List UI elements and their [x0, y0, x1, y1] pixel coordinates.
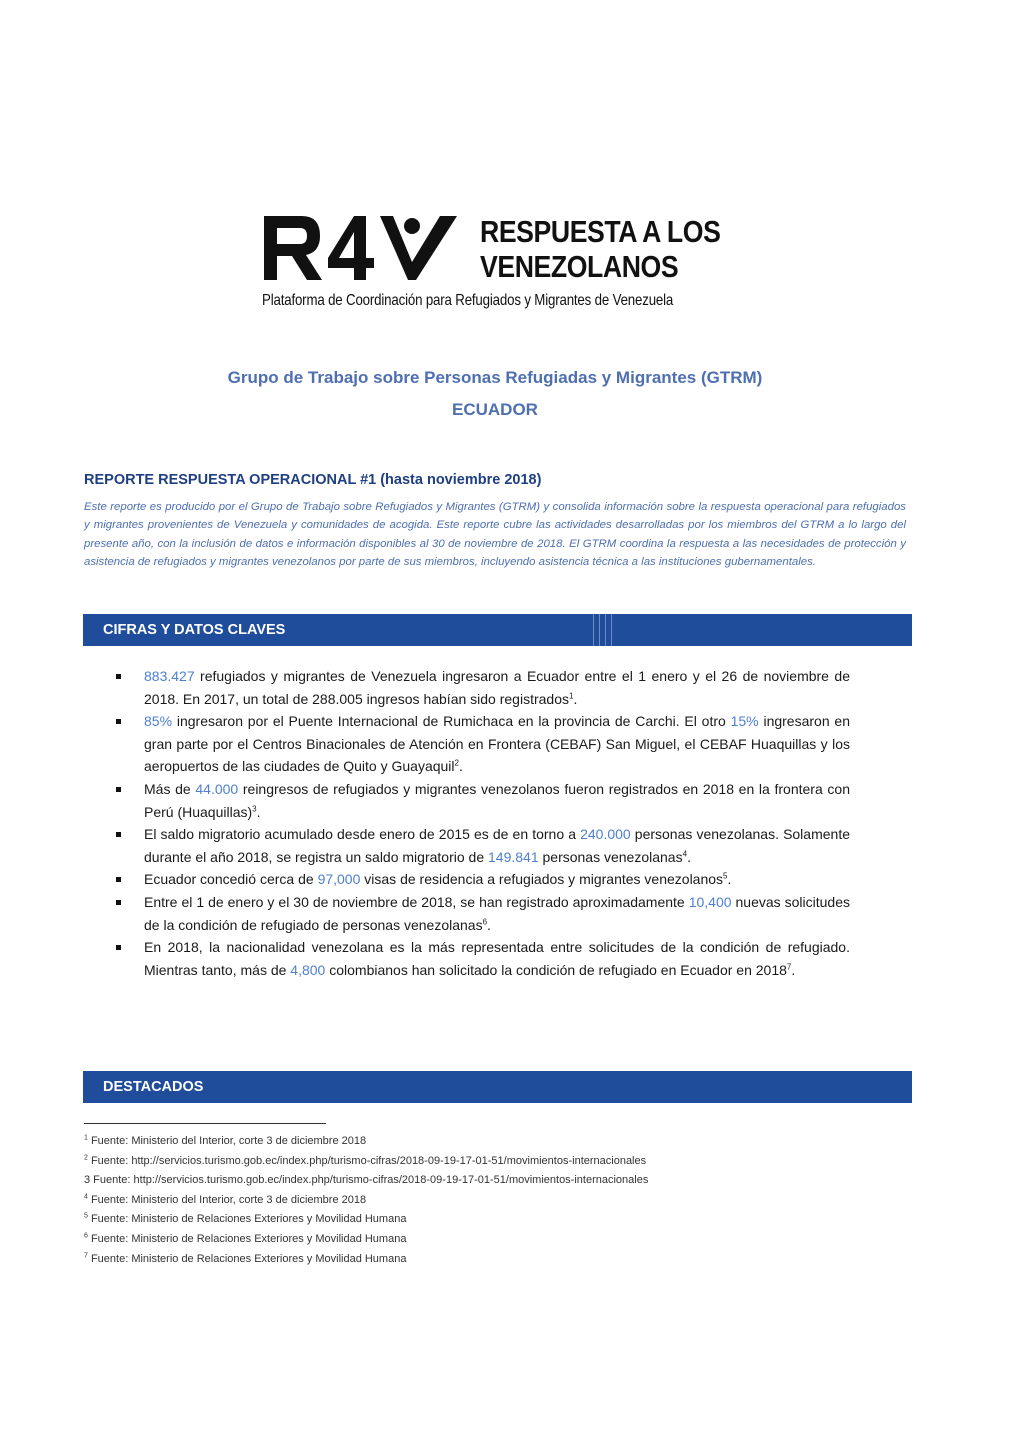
footnote [84, 1171, 844, 1191]
highlight-number: 149.841 [488, 848, 539, 865]
bullet-end: . [458, 758, 463, 775]
bullet-text: El saldo migratorio acumulado desde enero de 2015 es de en torno a [144, 826, 581, 843]
footnote-text: Fuente: Ministerio de Relaciones Exteriores y Movilidad Humana [87, 1252, 407, 1265]
bullet-text: personas venezolanas. Solamente durante el año 2018, se registra un saldo migratorio de [144, 826, 850, 865]
bullet-text: visas de residencia a refugiados y migrantes venezolanos [360, 871, 724, 888]
report-intro: Este reporte es producido por el Grupo de Trabajo sobre Refugiados y Migrantes (GTRM) y consolida información sobre la respuesta operacional para refugiados y migrantes provenientes de Venezuela y comunidades de acogida. Este reporte cubre las actividades desarrolladas por los miembros del GTRM a lo largo del presente año, con la inclusión de datos e información disponibles al 30 de noviembre de 2018. El GTRM coordina la respuesta a las necesidades de protección y asistencia de refugiados y migrantes venezolanos por parte de sus miembros, incluyendo asistencia técnica a las instituciones gubernamentales. [84, 501, 906, 568]
list-item [116, 778, 850, 823]
bullet-text: colombianos han solicitado la condición de refugiado en Ecuador en 2018 [325, 961, 787, 978]
footnote-ref: 6 [482, 916, 488, 926]
highlight-number: 97,000 [317, 871, 361, 888]
footnote-number: 6 [84, 1232, 88, 1240]
highlight-number: 85% [144, 713, 173, 730]
bullet-text: nuevas solicitudes de la condición de refugiado de personas venezolanas [144, 893, 851, 933]
footnote [84, 1152, 844, 1172]
bullet-square-icon [116, 832, 121, 837]
bullet-text: ingresaron por el Puente Internacional de Rumichaca en la provincia de Carchi. El otro [172, 713, 731, 730]
bullet-square-icon [116, 787, 121, 792]
footnotes [84, 1132, 844, 1269]
list-item [116, 665, 850, 710]
bullet-text: Más de [144, 780, 196, 797]
highlight-number: 10,400 [688, 893, 732, 910]
bullet-end: . [573, 690, 578, 707]
footnote-number: 3 [84, 1174, 91, 1187]
footnote-ref: 1 [568, 690, 574, 700]
bullet-end: . [727, 871, 732, 888]
bullet-end: . [256, 803, 261, 820]
list-item [116, 936, 850, 981]
footnote-text: Fuente: Ministerio del Interior, corte 3 de diciembre 2018 [87, 1193, 367, 1206]
footnote-ref: 5 [723, 871, 728, 881]
footnote-ref: 7 [786, 962, 792, 972]
footnote [84, 1250, 844, 1270]
footnote [84, 1191, 844, 1211]
footnote-divider [84, 1123, 326, 1124]
bar-decoration [513, 614, 613, 646]
footnote [84, 1210, 844, 1230]
r4v-logo [262, 212, 732, 312]
bullet-text: refugiados y migrantes de Venezuela ingresaron a Ecuador entre el 1 enero y el 26 de noviembre de 2018. En 2017, un total de 288.005 ingresos habían sido registrados [144, 668, 850, 707]
footnote-number: 2 [84, 1153, 88, 1161]
r4v-logo-mark-icon [262, 212, 462, 284]
page-title: Grupo de Trabajo sobre Personas Refugiadas y Migrantes (GTRM) [227, 368, 763, 387]
highlight-number: 240.000 [580, 826, 631, 843]
country-title: ECUADOR [452, 400, 538, 419]
footnote [84, 1230, 844, 1250]
footnote-ref: 4 [682, 849, 688, 859]
logo-title [480, 214, 721, 284]
footnote-number: 4 [84, 1193, 88, 1201]
footnote [84, 1132, 844, 1152]
footnote-text: Fuente: http://servicios.turismo.gob.ec/index.php/turismo-cifras/2018-09-19-17-01-51/movimientos-internacionales [87, 1154, 647, 1167]
list-item [116, 823, 850, 868]
bullet-square-icon [116, 900, 121, 905]
bullet-end: . [487, 916, 491, 933]
bullet-square-icon [116, 719, 121, 724]
footnote-number: 7 [84, 1251, 88, 1259]
footnote-text: Fuente: Ministerio del Interior, corte 3 de diciembre 2018 [87, 1135, 367, 1147]
footnote-text: Fuente: http://servicios.turismo.gob.ec/index.php/turismo-cifras/2018-09-19-17-01-51/movimientos-internacionales [90, 1174, 649, 1187]
section-header-key-figures [83, 614, 912, 646]
bullet-text: En 2018, la nacionalidad venezolana es la más representada entre solicitudes de la condición de refugiado. Mientras tanto, más de [144, 939, 850, 978]
bullet-text: ingresaron en gran parte por el Centros Binacionales de Atención en Frontera (CEBAF) San Miguel, el CEBAF Huaquillas y los aeropuertos de las ciudades de Quito y Guayaquil [144, 713, 850, 775]
section-title-key-figures: CIFRAS Y DATOS CLAVES [103, 622, 286, 638]
highlight-number: 4,800 [290, 961, 326, 978]
section-title-highlights: DESTACADOS [103, 1079, 204, 1095]
footnote-text: Fuente: Ministerio de Relaciones Exteriores y Movilidad Humana [87, 1232, 407, 1245]
highlight-number: 15% [730, 713, 759, 730]
section-header-highlights [83, 1071, 912, 1103]
key-figures-list [116, 665, 850, 981]
bullet-end: . [687, 848, 691, 865]
report-title: REPORTE RESPUESTA OPERACIONAL #1 (hasta noviembre 2018) [84, 472, 542, 488]
list-item [116, 891, 850, 936]
bullet-square-icon [116, 945, 121, 950]
logo-subtitle: Plataforma de Coordinación para Refugiados y Migrantes de Venezuela [262, 292, 674, 309]
bullet-text: Ecuador concedió cerca de [144, 871, 318, 888]
bullet-text: reingresos de refugiados y migrantes venezolanos fueron registrados en 2018 en la frontera con Perú (Huaquillas) [144, 780, 850, 820]
footnote-ref: 2 [454, 758, 459, 768]
footnote-number: 5 [84, 1212, 88, 1220]
bullet-text: personas venezolanas [538, 848, 683, 865]
logo-title-line1: RESPUESTA A LOS [480, 214, 721, 249]
bullet-square-icon [116, 877, 121, 882]
footnote-ref: 3 [252, 803, 257, 813]
footnote-text: Fuente: Ministerio de Relaciones Exteriores y Movilidad Humana [87, 1213, 407, 1226]
footnote-number: 1 [84, 1134, 88, 1142]
highlight-number: 883.427 [144, 668, 195, 684]
bullet-text: Entre el 1 de enero y el 30 de noviembre de 2018, se han registrado aproximadamente [144, 893, 689, 910]
list-item [116, 710, 850, 778]
list-item [116, 868, 850, 891]
logo-title-line2: VENEZOLANOS [480, 249, 679, 284]
bullet-end: . [791, 961, 796, 978]
bullet-square-icon [116, 674, 121, 679]
highlight-number: 44.000 [195, 780, 239, 797]
